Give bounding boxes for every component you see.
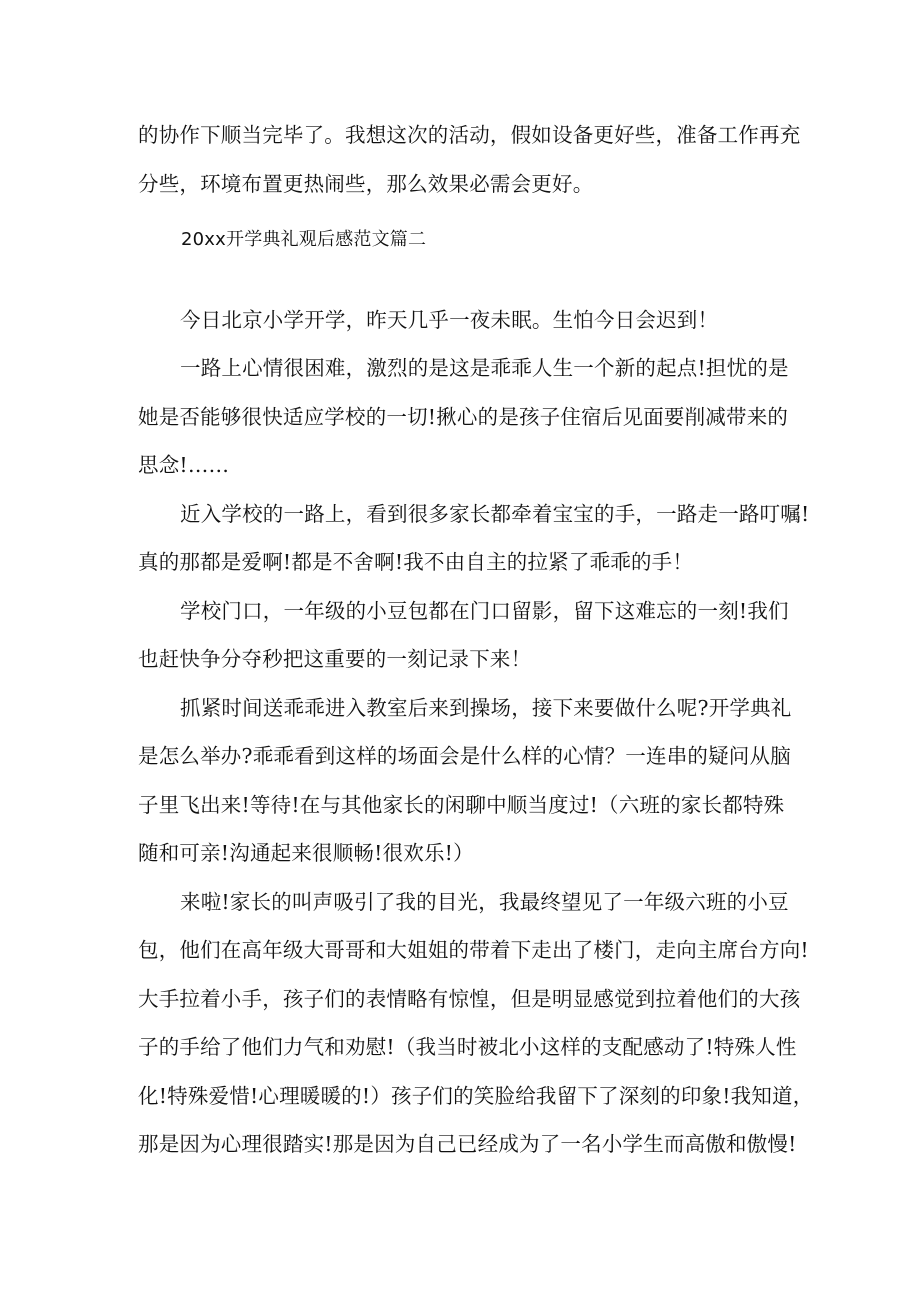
paragraph-line: 包，他们在高年级大哥哥和大姐姐的带着下走出了楼门，走向主席台方向! (138, 938, 809, 962)
paragraph-line: 她是否能够很快适应学校的一切!揪心的是孩子住宿后见面要削减带来的 (138, 405, 789, 429)
paragraph-line: 来啦!家长的叫声吸引了我的目光，我最终望见了一年级六班的小豆 (180, 890, 789, 914)
paragraph-line: 子的手给了他们力气和劝慰!（我当时被北小这样的支配感动了!特殊人性 (138, 1035, 797, 1059)
paragraph-line: 大手拉着小手，孩子们的表情略有惊惶，但是明显感觉到拉着他们的大孩 (138, 987, 801, 1011)
paragraph-line: 的协作下顺当完毕了。我想这次的活动，假如设备更好些，准备工作再充 (138, 123, 801, 147)
paragraph-line: 是怎么举办?乖乖看到这样的场面会是什么样的心情？一连串的疑问从脑 (138, 744, 791, 768)
paragraph-line: 今日北京小学开学，昨天几乎一夜未眠。生怕今日会迟到！ (180, 308, 719, 332)
paragraph-line: 思念!…… (138, 453, 230, 477)
paragraph-line: 一路上心情很困难，激烈的是这是乖乖人生一个新的起点!担忧的是 (180, 356, 789, 380)
paragraph-line: 随和可亲!沟通起来很顺畅!很欢乐!） (138, 841, 474, 865)
paragraph-line: 近入学校的一路上，看到很多家长都牵着宝宝的手，一路走一路叮嘱! (180, 502, 810, 526)
paragraph-line: 也赶快争分夺秒把这重要的一刻记录下来！ (138, 647, 532, 671)
paragraph-line: 化!特殊爱惜!心理暖暖的!）孩子们的笑脸给我留下了深刻的印象!我知道， (138, 1084, 814, 1108)
paragraph-line: 那是因为心理很踏实!那是因为自己已经成为了一名小学生而高傲和傲慢! (138, 1132, 797, 1156)
paragraph-line: 抓紧时间送乖乖进入教室后来到操场，接下来要做什么呢?开学典礼 (180, 696, 792, 720)
paragraph-line: 真的那都是爱啊!都是不舍啊!我不由自主的拉紧了乖乖的手！ (138, 550, 694, 574)
paragraph-line: 学校门口，一年级的小豆包都在门口留影，留下这难忘的一刻!我们 (180, 599, 789, 623)
paragraph-line: 分些，环境布置更热闹些，那么效果必需会更好。 (138, 172, 594, 196)
section-heading: 20xx开学典礼观后感范文篇二 (181, 229, 427, 250)
paragraph-line: 子里飞出来!等待!在与其他家长的闲聊中顺当度过!（六班的家长都特殊 (138, 793, 785, 817)
